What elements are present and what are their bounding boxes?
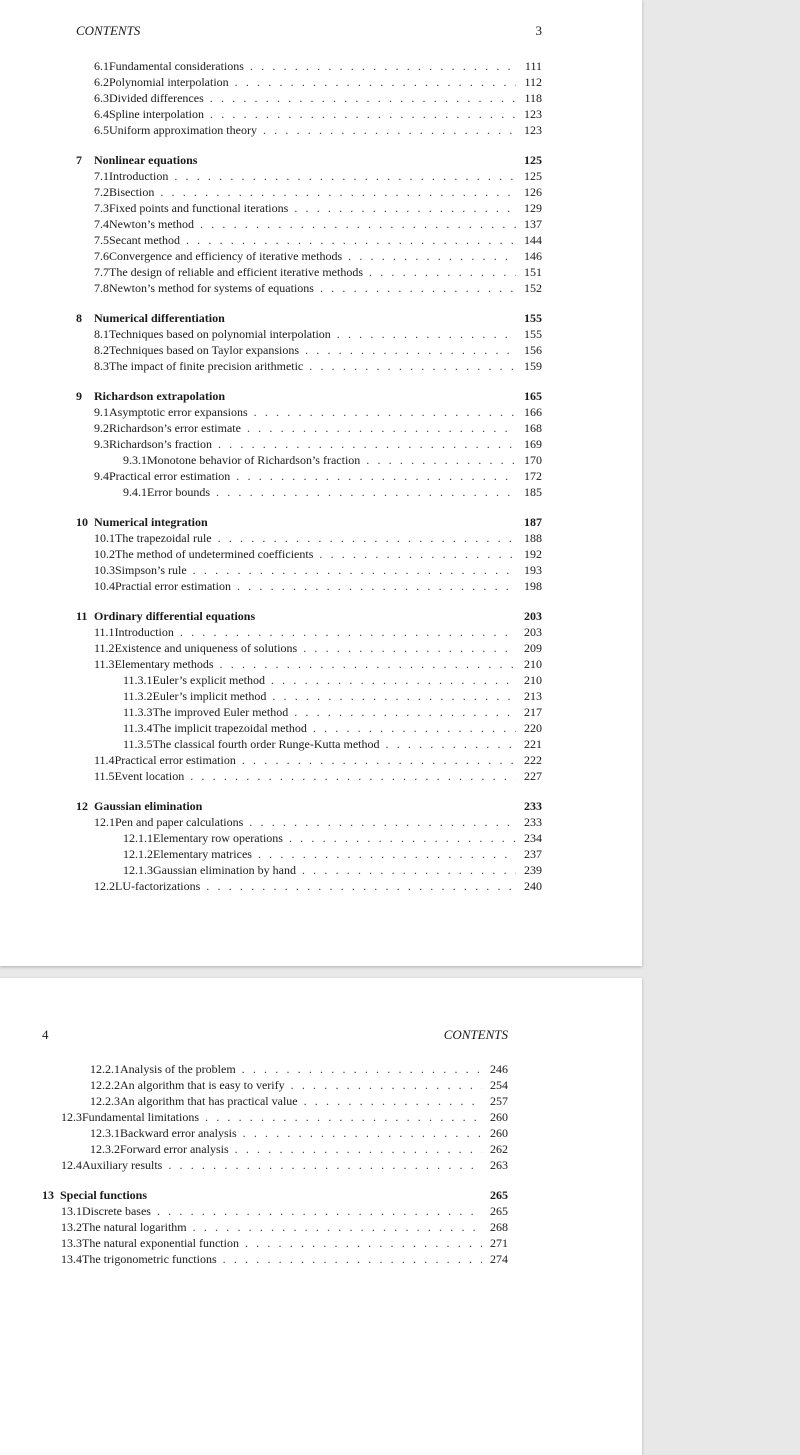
toc-entry[interactable] — [76, 248, 542, 264]
entry-page-number: 227 — [524, 769, 542, 783]
entry-page-number: 233 — [524, 799, 542, 813]
entry-number: 13 — [42, 1188, 54, 1202]
leader-dots — [193, 1219, 482, 1235]
toc-entry[interactable] — [76, 452, 542, 468]
entry-page-number: 188 — [524, 531, 542, 545]
entry-page-number: 152 — [524, 281, 542, 295]
toc-entry[interactable] — [76, 578, 542, 594]
entry-title: Numerical differentiation — [94, 311, 225, 325]
entry-number: 8.3 — [94, 359, 109, 373]
entry-title: Euler’s explicit method — [152, 673, 265, 687]
entry-title: Richardson’s fraction — [109, 437, 212, 451]
entry-page-number: 262 — [490, 1142, 508, 1156]
leader-dots — [305, 342, 516, 358]
entry-title: The impact of finite precision arithmetic — [109, 359, 304, 373]
toc-entry[interactable] — [76, 468, 542, 484]
leader-dots — [242, 752, 516, 768]
toc-entry[interactable] — [76, 168, 542, 184]
toc-entry[interactable] — [76, 768, 542, 784]
toc-entry[interactable] — [42, 1251, 508, 1267]
entry-title: Practical error estimation — [114, 753, 236, 767]
leader-dots — [366, 452, 516, 468]
toc-entry[interactable] — [76, 688, 542, 704]
entry-number: 12.4 — [61, 1158, 82, 1172]
entry-page-number: 263 — [490, 1158, 508, 1172]
entry-title: Backward error analysis — [120, 1126, 237, 1140]
entry-title: Elementary matrices — [153, 847, 252, 861]
leader-dots — [369, 264, 516, 280]
toc-entry[interactable] — [76, 404, 542, 420]
entry-number: 7.8 — [94, 281, 109, 295]
toc-entry[interactable] — [76, 326, 542, 342]
toc-entry[interactable] — [76, 878, 542, 894]
entry-number: 12.1.2 — [123, 847, 153, 861]
entry-number: 12.3.2 — [90, 1142, 120, 1156]
entry-number: 11 — [76, 609, 88, 623]
leader-dots — [223, 1251, 482, 1267]
toc-entry[interactable] — [76, 436, 542, 452]
toc-entry[interactable] — [76, 264, 542, 280]
entry-page-number: 144 — [524, 233, 542, 247]
leader-dots — [271, 672, 516, 688]
entry-title: Elementary row operations — [153, 831, 283, 845]
entry-number: 6.1 — [94, 59, 109, 73]
entry-number: 7.7 — [94, 265, 109, 279]
toc-entry[interactable] — [76, 830, 542, 846]
toc-entry[interactable] — [76, 862, 542, 878]
leader-dots — [210, 106, 516, 122]
toc-entry[interactable] — [76, 420, 542, 436]
leader-dots — [174, 168, 516, 184]
entry-title: Euler’s implicit method — [152, 689, 267, 703]
entry-page-number: 165 — [524, 389, 542, 403]
toc-entry[interactable] — [76, 106, 542, 122]
leader-dots — [319, 546, 516, 562]
viewer-background — [642, 0, 800, 1455]
leader-dots — [348, 248, 516, 264]
leader-dots — [263, 122, 516, 138]
toc-chapter-entry[interactable] — [76, 798, 542, 814]
entry-page-number: 118 — [524, 91, 542, 105]
entry-page-number: 210 — [524, 673, 542, 687]
entry-page-number: 240 — [524, 879, 542, 893]
leader-dots — [258, 846, 516, 862]
toc-entry[interactable] — [76, 752, 542, 768]
entry-page-number: 169 — [524, 437, 542, 451]
entry-page-number: 198 — [524, 579, 542, 593]
entry-number: 12.2.3 — [90, 1094, 120, 1108]
entry-page-number: 166 — [524, 405, 542, 419]
entry-number: 6.4 — [94, 107, 109, 121]
entry-page-number: 125 — [524, 169, 542, 183]
entry-number: 7.6 — [94, 249, 109, 263]
leader-dots — [303, 640, 516, 656]
entry-page-number: 155 — [524, 327, 542, 341]
entry-number: 9.3 — [94, 437, 109, 451]
toc-entry[interactable] — [76, 342, 542, 358]
entry-title: Newton’s method — [109, 217, 194, 231]
entry-page-number: 193 — [524, 563, 542, 577]
leader-dots — [245, 1235, 482, 1251]
leader-dots — [218, 530, 516, 546]
toc-entry[interactable] — [42, 1077, 508, 1093]
toc-entry[interactable] — [76, 846, 542, 862]
entry-page-number: 187 — [524, 515, 542, 529]
entry-title: Ordinary differential equations — [94, 609, 256, 623]
leader-dots — [249, 814, 516, 830]
leader-dots — [247, 420, 516, 436]
entry-number: 9.1 — [94, 405, 109, 419]
entry-title: The classical fourth order Runge-Kutta method — [152, 737, 380, 751]
entry-title: Special functions — [60, 1188, 148, 1202]
leader-dots — [291, 1077, 482, 1093]
leader-dots — [337, 326, 516, 342]
entry-title: LU-factorizations — [115, 879, 201, 893]
entry-page-number: 268 — [490, 1220, 508, 1234]
entry-page-number: 156 — [524, 343, 542, 357]
entry-page-number: 155 — [524, 311, 542, 325]
entry-title: Fundamental limitations — [82, 1110, 199, 1124]
toc-entry[interactable] — [42, 1141, 508, 1157]
entry-number: 11.3.5 — [123, 737, 153, 751]
entry-title: The implicit trapezoidal method — [152, 721, 307, 735]
entry-page-number: 168 — [524, 421, 542, 435]
leader-dots — [313, 720, 516, 736]
entry-page-number: 146 — [524, 249, 542, 263]
entry-number: 13.4 — [61, 1252, 82, 1266]
entry-page-number: 203 — [524, 609, 542, 623]
entry-title: Uniform approximation theory — [109, 123, 257, 137]
toc-entry[interactable] — [76, 546, 542, 562]
entry-number: 12.3 — [61, 1110, 82, 1124]
entry-title: Forward error analysis — [120, 1142, 229, 1156]
entry-page-number: 217 — [524, 705, 542, 719]
entry-number: 7.3 — [94, 201, 109, 215]
leader-dots — [216, 484, 516, 500]
entry-title: The natural exponential function — [82, 1236, 239, 1250]
leader-dots — [243, 1125, 482, 1141]
leader-dots — [180, 624, 516, 640]
toc-chapter-entry[interactable] — [76, 514, 542, 530]
leader-dots — [160, 184, 516, 200]
entry-title: Spline interpolation — [109, 107, 204, 121]
entry-page-number: 209 — [524, 641, 542, 655]
toc-entry[interactable] — [76, 484, 542, 500]
entry-title: Existence and uniqueness of solutions — [114, 641, 298, 655]
toc-entry[interactable] — [76, 656, 542, 672]
entry-title: Introduction — [109, 169, 169, 183]
leader-dots — [186, 232, 516, 248]
entry-page-number: 254 — [490, 1078, 508, 1092]
entry-title: Error bounds — [147, 485, 210, 499]
entry-title: Richardson’s error estimate — [109, 421, 241, 435]
leader-dots — [236, 468, 516, 484]
entry-page-number: 237 — [524, 847, 542, 861]
leader-dots — [302, 862, 516, 878]
entry-number: 13.1 — [61, 1204, 82, 1218]
entry-page-number: 213 — [524, 689, 542, 703]
entry-title: Analysis of the problem — [120, 1062, 236, 1076]
entry-title: Discrete bases — [82, 1204, 151, 1218]
entry-page-number: 159 — [524, 359, 542, 373]
leader-dots — [386, 736, 517, 752]
toc-entry[interactable] — [76, 74, 542, 90]
toc-chapter-entry[interactable] — [76, 608, 542, 624]
entry-number: 9.3.1 — [123, 453, 147, 467]
toc-entry[interactable] — [42, 1219, 508, 1235]
entry-page-number: 257 — [490, 1094, 508, 1108]
entry-title: Polynomial interpolation — [109, 75, 229, 89]
entry-title: Monotone behavior of Richardson’s fraction — [147, 453, 361, 467]
toc-entry[interactable] — [42, 1093, 508, 1109]
entry-number: 7.2 — [94, 185, 109, 199]
leader-dots — [304, 1093, 482, 1109]
entry-page-number: 170 — [524, 453, 542, 467]
entry-number: 8 — [76, 311, 82, 325]
toc-chapter-entry[interactable] — [76, 388, 542, 404]
entry-title: Introduction — [114, 625, 174, 639]
toc-entry[interactable] — [76, 736, 542, 752]
entry-page-number: 234 — [524, 831, 542, 845]
entry-number: 8.1 — [94, 327, 109, 341]
entry-number: 9 — [76, 389, 82, 403]
entry-page-number: 203 — [524, 625, 542, 639]
entry-title: The natural logarithm — [82, 1220, 187, 1234]
entry-title: The trapezoidal rule — [115, 531, 212, 545]
toc-entry[interactable] — [76, 672, 542, 688]
entry-title: Gaussian elimination — [94, 799, 203, 813]
entry-page-number: 137 — [524, 217, 542, 231]
leader-dots — [218, 436, 516, 452]
entry-number: 10.1 — [94, 531, 115, 545]
toc-entry[interactable] — [76, 232, 542, 248]
entry-title: Asymptotic error expansions — [109, 405, 248, 419]
entry-title: Practical error estimation — [109, 469, 231, 483]
entry-title: Convergence and efficiency of iterative methods — [109, 249, 343, 263]
leader-dots — [254, 404, 516, 420]
leader-dots — [294, 704, 516, 720]
entry-number: 12 — [76, 799, 88, 813]
entry-page-number: 239 — [524, 863, 542, 877]
entry-title: Secant method — [109, 233, 180, 247]
table-of-contents — [42, 1061, 508, 1267]
entry-number: 11.3.1 — [123, 673, 153, 687]
leader-dots — [206, 878, 516, 894]
entry-title: Practial error estimation — [115, 579, 231, 593]
entry-number: 11.4 — [94, 753, 115, 767]
entry-page-number: 123 — [524, 123, 542, 137]
toc-entry[interactable] — [42, 1061, 508, 1077]
entry-number: 6.5 — [94, 123, 109, 137]
toc-entry[interactable] — [76, 200, 542, 216]
toc-entry[interactable] — [76, 216, 542, 232]
entry-number: 12.1.1 — [123, 831, 153, 845]
toc-chapter-entry[interactable] — [76, 152, 542, 168]
toc-entry[interactable] — [76, 624, 542, 640]
entry-page-number: 126 — [524, 185, 542, 199]
entry-page-number: 271 — [490, 1236, 508, 1250]
toc-entry[interactable] — [76, 358, 542, 374]
toc-entry[interactable] — [76, 58, 542, 74]
leader-dots — [272, 688, 516, 704]
entry-page-number: 222 — [524, 753, 542, 767]
entry-number: 12.2.2 — [90, 1078, 120, 1092]
entry-page-number: 274 — [490, 1252, 508, 1266]
entry-title: An algorithm that is easy to verify — [120, 1078, 285, 1092]
toc-entry[interactable] — [76, 814, 542, 830]
entry-number: 12.2 — [94, 879, 115, 893]
entry-title: Divided differences — [109, 91, 204, 105]
entry-page-number: 265 — [490, 1204, 508, 1218]
toc-entry[interactable] — [76, 530, 542, 546]
entry-page-number: 210 — [524, 657, 542, 671]
entry-page-number: 129 — [524, 201, 542, 215]
entry-number: 11.3 — [94, 657, 115, 671]
entry-title: Techniques based on Taylor expansions — [109, 343, 300, 357]
page-number: 3 — [535, 23, 542, 38]
leader-dots — [309, 358, 516, 374]
toc-entry[interactable] — [76, 280, 542, 296]
entry-title: Simpson’s rule — [115, 563, 187, 577]
entry-title: Event location — [114, 769, 185, 783]
entry-number: 13.2 — [61, 1220, 82, 1234]
toc-entry[interactable] — [76, 90, 542, 106]
entry-number: 7.1 — [94, 169, 109, 183]
entry-page-number: 123 — [524, 107, 542, 121]
entry-page-number: 112 — [524, 75, 542, 89]
entry-number: 12.2.1 — [90, 1062, 120, 1076]
entry-number: 10 — [76, 515, 88, 529]
page-header — [42, 1026, 508, 1044]
leader-dots — [168, 1157, 482, 1173]
entry-title: Pen and paper calculations — [115, 815, 244, 829]
entry-page-number: 192 — [524, 547, 542, 561]
entry-title: Nonlinear equations — [94, 153, 198, 167]
entry-number: 6.3 — [94, 91, 109, 105]
entry-page-number: 151 — [524, 265, 542, 279]
entry-title: Elementary methods — [114, 657, 214, 671]
entry-number: 9.2 — [94, 421, 109, 435]
entry-page-number: 246 — [490, 1062, 508, 1076]
entry-number: 11.5 — [94, 769, 115, 783]
entry-title: The trigonometric functions — [82, 1252, 217, 1266]
leader-dots — [220, 656, 516, 672]
leader-dots — [250, 58, 516, 74]
toc-entry[interactable] — [42, 1157, 508, 1173]
entry-title: Bisection — [109, 185, 155, 199]
entry-page-number: 221 — [524, 737, 542, 751]
running-title: CONTENTS — [443, 1027, 508, 1042]
entry-title: The method of undetermined coefficients — [115, 547, 314, 561]
entry-number: 11.3.3 — [123, 705, 153, 719]
entry-page-number: 233 — [524, 815, 542, 829]
entry-number: 11.3.4 — [123, 721, 153, 735]
leader-dots — [237, 578, 516, 594]
entry-page-number: 260 — [490, 1126, 508, 1140]
entry-page-number: 220 — [524, 721, 542, 735]
entry-page-number: 125 — [524, 153, 542, 167]
leader-dots — [289, 830, 516, 846]
entry-page-number: 265 — [490, 1188, 508, 1202]
leader-dots — [200, 216, 516, 232]
entry-title: Richardson extrapolation — [94, 389, 226, 403]
entry-number: 7 — [76, 153, 82, 167]
toc-entry[interactable] — [42, 1125, 508, 1141]
toc-entry[interactable] — [76, 704, 542, 720]
running-title: CONTENTS — [76, 23, 141, 38]
toc-entry[interactable] — [76, 640, 542, 656]
leader-dots — [190, 768, 516, 784]
entry-title: Fundamental considerations — [109, 59, 244, 73]
entry-title: The design of reliable and efficient iterative methods — [109, 265, 364, 279]
entry-number: 11.2 — [94, 641, 115, 655]
leader-dots — [294, 200, 516, 216]
entry-number: 7.5 — [94, 233, 109, 247]
entry-number: 10.2 — [94, 547, 115, 561]
entry-page-number: 185 — [524, 485, 542, 499]
entry-number: 10.3 — [94, 563, 115, 577]
entry-title: Auxiliary results — [82, 1158, 163, 1172]
leader-dots — [235, 1141, 482, 1157]
entry-title: Fixed points and functional iterations — [109, 201, 289, 215]
entry-number: 9.4 — [94, 469, 109, 483]
leader-dots — [210, 90, 516, 106]
leader-dots — [157, 1203, 482, 1219]
leader-dots — [193, 562, 516, 578]
toc-entry[interactable] — [76, 720, 542, 736]
toc-entry[interactable] — [76, 184, 542, 200]
table-of-contents — [76, 58, 542, 894]
entry-number: 7.4 — [94, 217, 109, 231]
entry-title: The improved Euler method — [152, 705, 289, 719]
leader-dots — [235, 74, 516, 90]
toc-entry[interactable] — [42, 1235, 508, 1251]
entry-number: 12.1 — [94, 815, 115, 829]
entry-number: 11.1 — [94, 625, 115, 639]
entry-number: 10.4 — [94, 579, 115, 593]
entry-number: 12.3.1 — [90, 1126, 120, 1140]
page-number: 4 — [42, 1027, 49, 1042]
entry-title: Newton’s method for systems of equations — [109, 281, 314, 295]
toc-entry[interactable] — [76, 562, 542, 578]
toc-chapter-entry[interactable] — [76, 310, 542, 326]
toc-entry[interactable] — [76, 122, 542, 138]
entry-number: 12.1.3 — [123, 863, 153, 877]
entry-title: Techniques based on polynomial interpolation — [109, 327, 331, 341]
entry-title: Numerical integration — [94, 515, 208, 529]
toc-entry[interactable] — [42, 1203, 508, 1219]
entry-title: An algorithm that has practical value — [120, 1094, 298, 1108]
entry-number: 6.2 — [94, 75, 109, 89]
entry-number: 11.3.2 — [123, 689, 153, 703]
entry-title: Gaussian elimination by hand — [153, 863, 296, 877]
page-header — [76, 22, 542, 40]
entry-page-number: 111 — [524, 59, 542, 73]
entry-number: 8.2 — [94, 343, 109, 357]
toc-chapter-entry[interactable] — [42, 1187, 508, 1203]
entry-number: 9.4.1 — [123, 485, 147, 499]
leader-dots — [242, 1061, 482, 1077]
leader-dots — [205, 1109, 482, 1125]
toc-entry[interactable] — [42, 1109, 508, 1125]
entry-page-number: 260 — [490, 1110, 508, 1124]
leader-dots — [320, 280, 516, 296]
entry-page-number: 172 — [524, 469, 542, 483]
entry-number: 13.3 — [61, 1236, 82, 1250]
